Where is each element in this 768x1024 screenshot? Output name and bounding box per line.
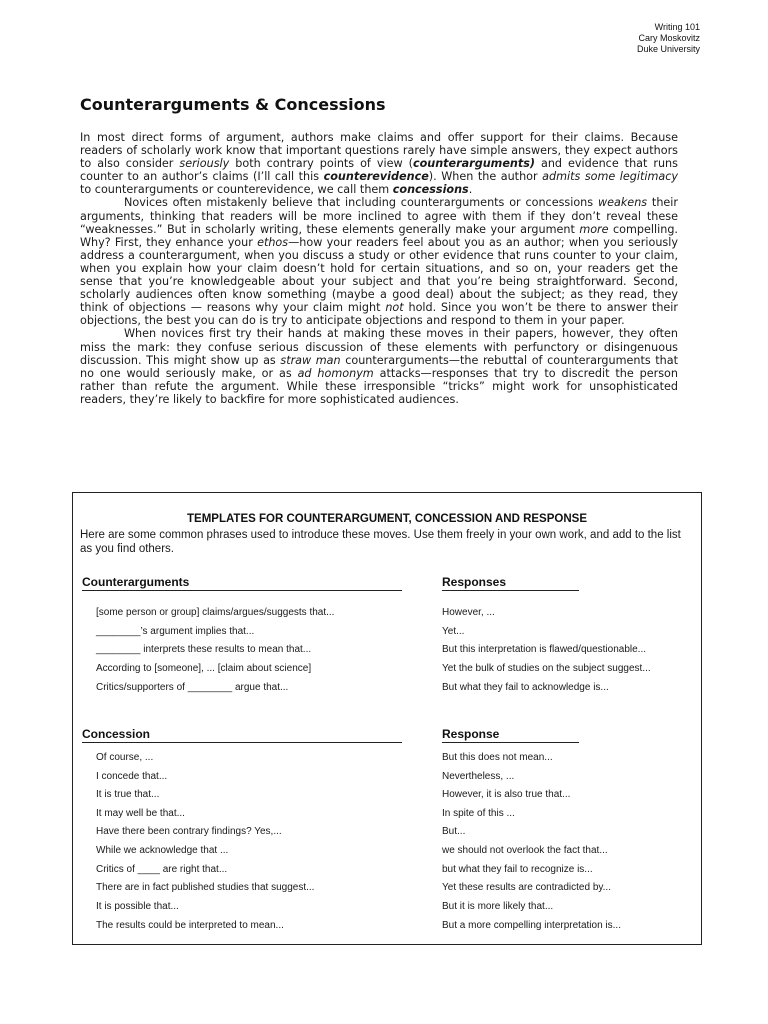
response-phrase: Yet... [442, 626, 465, 637]
response-phrase: But a more compelling interpretation is... [442, 920, 621, 931]
counterargument-phrase: According to [someone], ... [claim about science] [96, 663, 312, 674]
counterargument-phrase: ________’s argument implies that... [96, 626, 255, 637]
counterargument-phrase: ________ interprets these results to mean that... [96, 644, 312, 655]
response-phrase: but what they fail to recognize is... [442, 864, 593, 875]
response-phrase: But... [442, 826, 466, 837]
course-name: Writing 101 [654, 22, 700, 32]
response-phrase: But it is more likely that... [442, 901, 554, 912]
counterargument-phrase: Critics/supporters of ________ argue that... [96, 682, 289, 693]
counterargument-phrase: [some person or group] claims/argues/suggests that... [96, 607, 335, 618]
response-phrase: Yet these results are contradicted by... [442, 882, 611, 893]
concession-phrase: The results could be interpreted to mean... [96, 920, 284, 931]
course-header [637, 22, 700, 55]
response-phrase: In spite of this ... [442, 808, 515, 819]
paragraph-3: When novices first try their hands at making these moves in their papers, however, they often miss the mark: they confuse serious discussion of these elements with perfunctory or disingenuous discussion. This might show up as straw man counterarguments—the rebuttal of counterarguments that no one would seriously make, or as ad homonym attacks—responses that try to discredit the person rather than refute the argument. While these irresponsible “tricks” might work for unsophisticated readers, they’re likely to backfire for more sophisticated audiences. [80, 327, 678, 406]
body-text [80, 131, 678, 406]
response-phrase: Nevertheless, ... [442, 771, 515, 782]
responses-heading: Responses [442, 575, 579, 591]
response-phrase: But this interpretation is flawed/questionable... [442, 644, 647, 655]
page-title: Counterarguments & Concessions [80, 95, 386, 114]
paragraph-1: In most direct forms of argument, authors make claims and offer support for their claims. Because readers of scholarly work know that important questions rarely have simple answers, they expect authors to also consider seriously both contrary points of view (counterarguments) and evidence that runs counter to an author’s claims (I’ll call this counterevidence). When the author admits some legitimacy to counterarguments or counterevidence, we call them concessions. [80, 131, 679, 197]
concession-phrase: There are in fact published studies that suggest... [96, 882, 315, 893]
concession-phrase: It is possible that... [96, 901, 179, 912]
author-name: Cary Moskovitz [638, 33, 700, 43]
response-heading: Response [442, 727, 579, 743]
concession-phrase: Critics of ____ are right that... [96, 864, 228, 875]
concession-phrase: It is true that... [96, 789, 160, 800]
response-phrase: Yet the bulk of studies on the subject suggest... [442, 663, 651, 674]
concession-phrase: While we acknowledge that ... [96, 845, 229, 856]
concession-phrase: I concede that... [96, 771, 168, 782]
response-phrase: However, ... [442, 607, 495, 618]
concession-heading: Concession [82, 727, 402, 743]
templates-intro: Here are some common phrases used to introduce these moves. Use them freely in your own work, and add to the list as you find others. [80, 529, 681, 555]
templates-title: TEMPLATES FOR COUNTERARGUMENT, CONCESSION AND RESPONSE [187, 513, 587, 525]
templates-box [72, 492, 702, 945]
response-phrase: we should not overlook the fact that... [442, 845, 608, 856]
response-phrase: But what they fail to acknowledge is... [442, 682, 609, 693]
institution-name: Duke University [636, 44, 700, 54]
concession-phrase: Of course, ... [96, 752, 154, 763]
paragraph-2: Novices often mistakenly believe that including counterarguments or concessions weakens their arguments, thinking that readers will be more inclined to agree with them if they don’t reveal these “weaknesses.” But in scholarly writing, these elements generally make your argument more compelling. Why? First, they enhance your ethos—how your readers feel about you as an author; when you seriously address a counterargument, when you discuss a study or other evidence that runs counter to your claim, when you explain how your claim doesn’t hold for certain situations, and so on, your readers get the sense that you’re knowledgeable about your subject and that you’re being straightforward. Second, scholarly audiences often know something (maybe a good deal) about the subject; as they read, they think of objections — reasons why your claim might not hold. Since you won’t be there to answer their objections, the best you can do is try to anticipate objections and respond to them in your paper. [80, 196, 678, 328]
response-phrase: However, it is also true that... [442, 789, 571, 800]
response-phrase: But this does not mean... [442, 752, 553, 763]
counterarguments-heading: Counterarguments [82, 575, 402, 591]
concession-phrase: It may well be that... [96, 808, 185, 819]
concession-phrase: Have there been contrary findings? Yes,... [96, 826, 282, 837]
